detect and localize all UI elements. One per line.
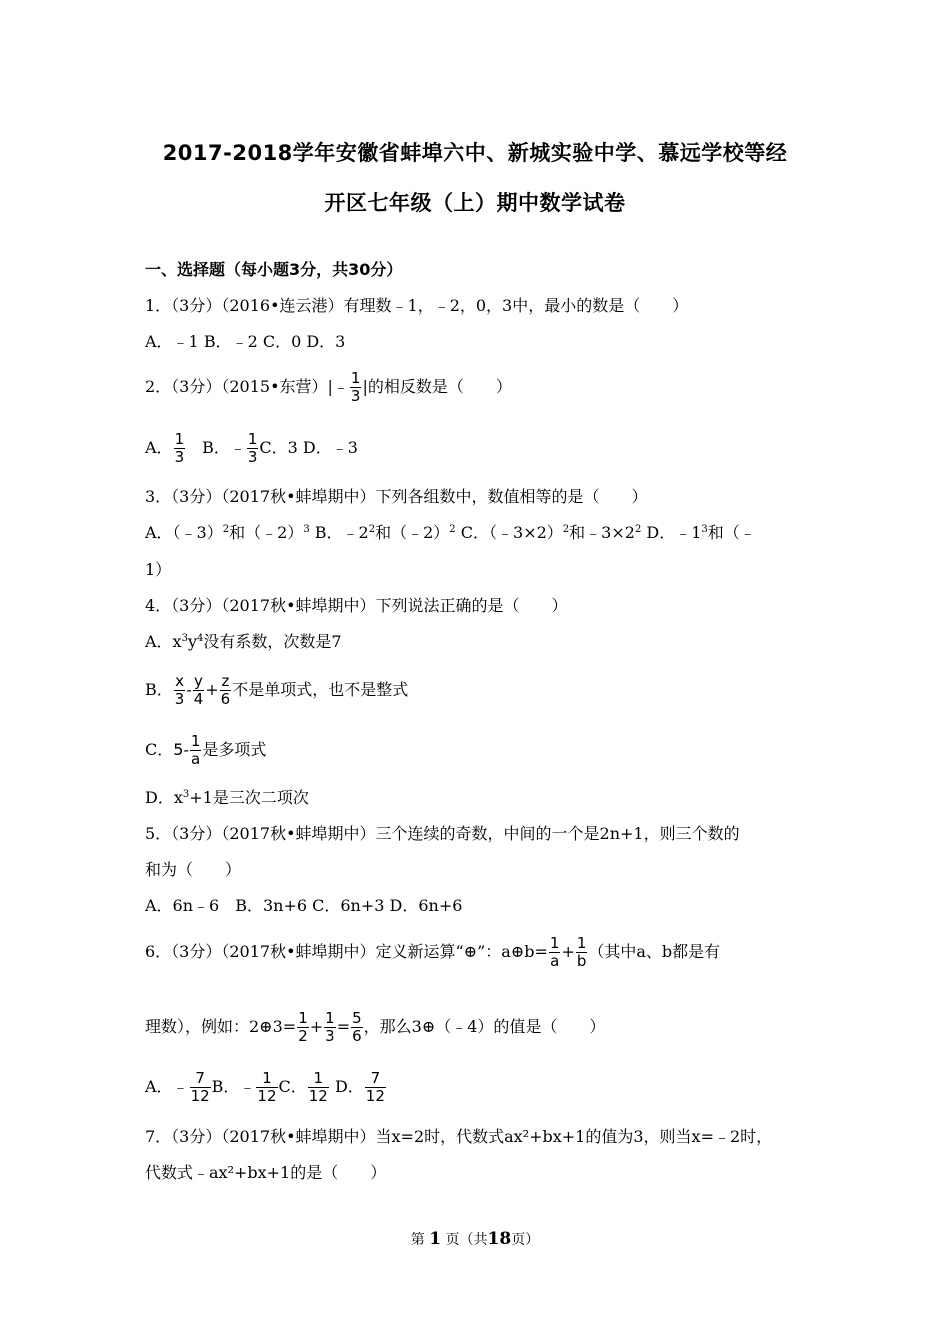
exponent: 2 [222,524,230,535]
q2-stem-start: 2．（3分）（2015•东营）|﹣ [145,377,349,396]
frac-num: 1 [190,732,201,750]
question-3-stem: 3．（3分）（2017秋•蚌埠期中）下列各组数中，数值相等的是（ ） [145,487,648,506]
operator-minus: - [183,740,189,759]
frac-den: 12 [308,1087,328,1105]
fraction-five-sixths [351,1010,363,1045]
question-6-stem-1 [145,935,720,970]
question-1-stem: 1．（3分）（2016•连云港）有理数﹣1，﹣2，0，3中，最小的数是（ ） [145,296,689,315]
q3-option-c: C．（﹣3×2） [460,523,563,542]
fraction-y-over-4 [193,673,205,708]
q6-option-a: A．﹣ [145,1077,189,1096]
frac-num: 1 [576,934,587,952]
fraction-one-third [350,370,362,405]
question-2-stem [145,370,512,405]
frac-num: y [194,672,203,690]
question-7-stem-1: 7．（3分）（2017秋•蚌埠期中）当x=2时，代数式ax²+bx+1的值为3，则当x=﹣2时， [145,1127,773,1146]
fraction-one-twelfth [256,1070,277,1105]
frac-den: 12 [365,1087,385,1105]
exponent: 4 [197,633,204,644]
question-3-options [145,522,756,544]
q6-example-start: 理数），例如：2⊕3= [145,1017,297,1036]
frac-num: 1 [247,430,258,448]
frac-num: 1 [350,369,361,387]
page-footer [0,1229,950,1249]
question-5-options: A．6n﹣6 B．3n+6 C．6n+3 D．6n+6 [145,896,463,915]
fraction-one-third [324,1010,336,1045]
frac-den: 2 [298,1027,308,1045]
exponent: 2 [368,524,376,535]
document-title-line-1: 2017-2018学年安徽省蚌埠六中、新城实验中学、慕远学校等经 [162,141,788,165]
fraction-one-third [174,431,186,466]
frac-den: 3 [247,448,258,466]
question-5-stem-2: 和为（ ） [145,860,242,879]
frac-den: 3 [325,1027,335,1045]
operator-equals: = [336,1017,351,1036]
frac-den: 12 [257,1087,277,1105]
frac-num: 7 [190,1070,211,1088]
q6-option-c: C． [278,1077,307,1096]
frac-num: 5 [352,1009,362,1027]
q4-b-text: 不是单项式，也不是整式 [232,680,409,699]
exponent: 2 [562,524,570,535]
operator-minus: - [186,680,192,699]
question-4-stem: 4．（3分）（2017秋•蚌埠期中）下列说法正确的是（ ） [145,596,568,615]
q3-option-a-2: 和（﹣2） [229,523,304,542]
fraction-one-twelfth [308,1070,329,1105]
q3-option-d: D．﹣1 [646,523,702,542]
frac-den: b [576,952,587,970]
frac-den: 6 [220,690,231,708]
fraction-one-over-b [576,935,588,970]
question-2-options [145,431,358,466]
operator-plus: + [205,680,219,699]
fraction-one-half [297,1010,309,1045]
frac-num: 1 [174,430,185,448]
q4-b-label: B． [145,680,173,699]
frac-num: 1 [308,1070,329,1088]
q6-stem-end: （其中a、b都是有 [588,942,721,961]
document-title-line-2: 开区七年级（上）期中数学试卷 [324,191,626,215]
q6-example-end: ，那么3⊕（﹣4）的值是（ ） [363,1017,606,1036]
exponent: 3 [182,789,190,800]
q2-option-a: A． [145,438,173,457]
fraction-one-over-a [190,733,202,768]
q4-c-text: 是多项式 [202,740,267,759]
question-6-options [145,1070,387,1105]
q4-d-x: D．x [145,788,183,807]
frac-num: 1 [256,1070,277,1088]
q3-option-b: B．﹣2 [314,523,369,542]
fraction-one-third [247,431,259,466]
frac-den: 12 [190,1087,210,1105]
frac-num: 1 [549,934,560,952]
exponent: 2 [449,524,456,535]
frac-num: z [221,672,230,690]
question-1-options: A．﹣1 B．﹣2 C．0 D．3 [145,332,346,351]
question-6-stem-2 [145,1010,605,1045]
question-4-option-d [145,787,309,809]
question-7-stem-2: 代数式﹣ax²+bx+1的是（ ） [145,1163,387,1182]
q4-a-y: y [187,632,198,651]
frac-num: 1 [298,1009,308,1027]
page-number: 1 [429,1229,442,1249]
frac-num: 7 [365,1070,386,1088]
q4-a-text: 没有系数，次数是7 [203,632,342,651]
q4-d-text: +1是三次二项次 [189,788,309,807]
frac-den: a [550,952,560,970]
footer-pre: 第 [410,1232,425,1248]
q3-option-a: A．（﹣3） [145,523,223,542]
section-heading-choice: 一、选择题（每小题3分，共30分） [145,260,403,279]
exponent: 3 [303,524,310,535]
question-4-option-b [145,673,408,708]
page-total: 18 [487,1229,512,1249]
q6-stem-start: 6．（3分）（2017秋•蚌埠期中）定义新运算“⊕”：a⊕b= [145,942,548,961]
q2-option-cd: C．3 D．﹣3 [259,438,358,457]
q2-option-b: B．﹣ [186,438,246,457]
frac-den: 4 [193,690,204,708]
q3-option-d-2: 和（﹣ [707,523,756,542]
q4-c-five: 5 [173,740,184,759]
question-5-stem-1: 5．（3分）（2017秋•蚌埠期中）三个连续的奇数，中间的一个是2n+1，则三个数的 [145,824,740,843]
frac-den: 3 [350,387,361,405]
operator-plus: + [309,1017,324,1036]
q6-option-d: D． [334,1077,364,1096]
q3-option-c-2: 和﹣3×2 [569,523,635,542]
q2-stem-end: |的相反数是（ ） [362,377,512,396]
frac-den: 3 [174,690,185,708]
frac-den: 3 [174,448,185,466]
question-3-options-wrap: 1） [145,560,172,579]
fraction-one-over-a [549,935,561,970]
frac-den: 6 [352,1027,362,1045]
frac-den: a [191,750,201,768]
q3-option-b-2: 和（﹣2） [375,523,450,542]
question-4-option-c [145,733,266,768]
exponent: 2 [634,524,642,535]
exponent: 3 [181,633,188,644]
operator-plus: + [561,942,575,961]
footer-post: 页） [511,1232,540,1248]
q4-a-x: A．x [145,632,182,651]
frac-num: 1 [325,1009,335,1027]
frac-num: x [175,672,184,690]
question-4-option-a [145,631,342,653]
q4-c-label: C． [145,740,174,759]
footer-mid: 页（共 [445,1232,488,1248]
exponent: 3 [701,524,708,535]
fraction-seven-twelfths [365,1070,386,1105]
q6-option-b: B．﹣ [211,1077,256,1096]
fraction-x-over-3 [174,673,186,708]
fraction-seven-twelfths [190,1070,211,1105]
fraction-z-over-6 [220,673,232,708]
